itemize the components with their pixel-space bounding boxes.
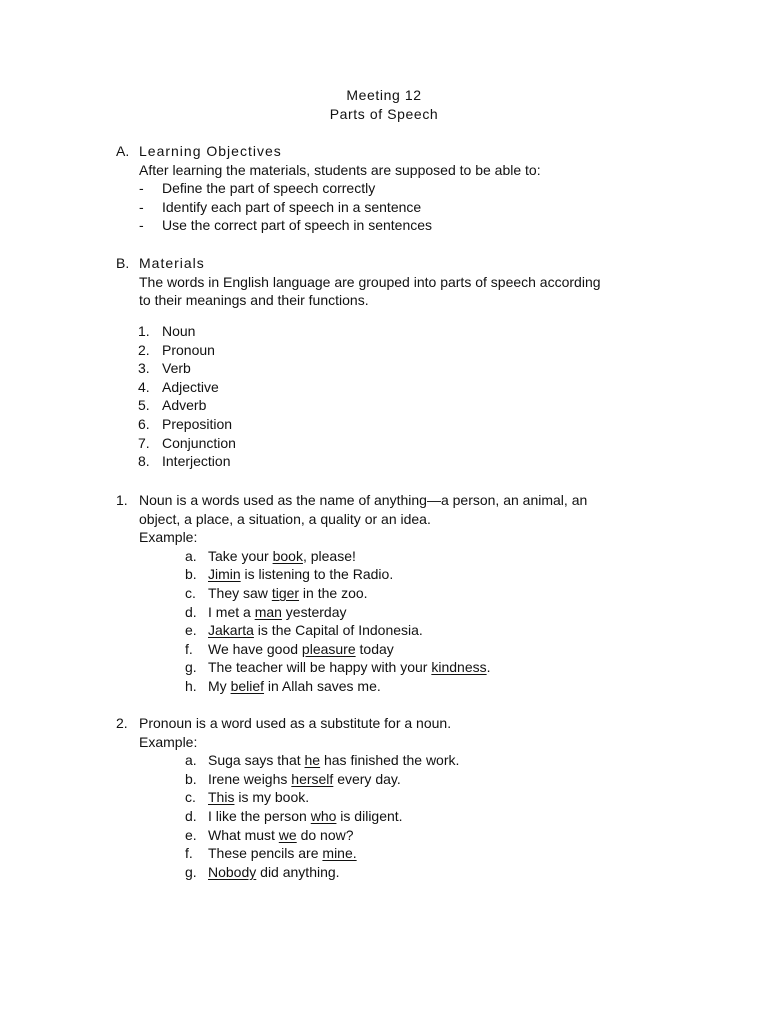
example-marker: g.	[185, 863, 197, 880]
example-sentence: Irene weighs herself every day.	[208, 770, 401, 787]
list-number: 5.	[138, 397, 150, 414]
list-text: Verb	[162, 360, 191, 377]
example-item	[116, 844, 696, 863]
underlined-word: book	[272, 547, 303, 564]
list-number: 6.	[138, 415, 150, 432]
example-marker: d.	[185, 807, 197, 824]
noun-definition-line1: Noun is a words used as the name of anything—a person, an animal, an	[139, 492, 588, 508]
list-number: 1.	[138, 323, 150, 339]
list-item	[116, 415, 696, 434]
example-item	[116, 603, 696, 622]
pronoun-example-label: Example:	[139, 733, 198, 750]
example-marker: h.	[185, 677, 197, 694]
bullet-dash: -	[139, 180, 144, 197]
underlined-word: we	[278, 826, 297, 843]
example-marker: f.	[185, 845, 193, 862]
objective-text: Use the correct part of speech in sentences	[162, 217, 433, 234]
example-sentence: Suga says that he has finished the work.	[208, 752, 460, 769]
list-item	[116, 378, 696, 397]
example-sentence: My belief in Allah saves me.	[208, 677, 381, 694]
list-number: 2.	[138, 341, 150, 358]
section-learning-objectives	[116, 142, 696, 235]
list-item	[116, 452, 696, 471]
list-number: 8.	[138, 453, 150, 470]
example-sentence: Jakarta is the Capital of Indonesia.	[208, 622, 423, 639]
section-b-intro-line1: The words in English language are grouped into parts of speech according	[139, 273, 601, 290]
example-marker: d.	[185, 603, 197, 620]
underlined-word: who	[310, 807, 337, 824]
list-item	[116, 322, 696, 341]
underlined-word: he	[304, 752, 321, 769]
example-marker: g.	[185, 659, 197, 676]
example-item	[116, 770, 696, 789]
bullet-dash: -	[139, 217, 144, 234]
list-text: Noun	[162, 323, 196, 339]
underlined-word: mine.	[322, 845, 357, 862]
noun-definition-line2: object, a place, a situation, a quality or an idea.	[139, 510, 431, 527]
example-marker: e.	[185, 622, 197, 639]
noun-example-label: Example:	[139, 529, 198, 546]
example-item	[116, 863, 696, 882]
meeting-number: Meeting 12	[346, 87, 422, 103]
underlined-word: Jakarta	[208, 622, 254, 639]
example-marker: a.	[185, 547, 197, 564]
list-number: 7.	[138, 434, 150, 451]
example-item	[116, 826, 696, 845]
example-sentence: Nobody did anything.	[208, 863, 340, 880]
underlined-word: belief	[230, 677, 265, 694]
list-item	[116, 359, 696, 378]
document-title-block	[0, 86, 768, 124]
list-item	[116, 341, 696, 360]
underlined-word: man	[254, 603, 282, 620]
example-sentence: Take your book, please!	[208, 547, 356, 564]
list-text: Adverb	[162, 397, 207, 414]
objective-item	[116, 179, 696, 198]
section-materials	[116, 254, 696, 310]
section-b-heading: Materials	[139, 255, 205, 271]
example-sentence: These pencils are mine.	[208, 845, 357, 862]
example-sentence: We have good pleasure today	[208, 640, 394, 657]
example-item	[116, 621, 696, 640]
example-item	[116, 788, 696, 807]
example-item	[116, 547, 696, 566]
underlined-word: Nobody	[208, 863, 257, 880]
objective-text: Define the part of speech correctly	[162, 180, 376, 197]
underlined-word: herself	[291, 770, 334, 787]
example-item	[116, 677, 696, 696]
section-a-intro: After learning the materials, students are supposed to be able to:	[139, 161, 541, 178]
example-sentence: They saw tiger in the zoo.	[208, 584, 368, 601]
section-b-intro-line2: to their meanings and their functions.	[139, 292, 369, 309]
noun-marker: 1.	[116, 492, 128, 508]
section-b-marker: B.	[116, 255, 130, 271]
noun-section	[116, 491, 696, 696]
list-text: Conjunction	[162, 434, 236, 451]
objective-text: Identify each part of speech in a sentence	[162, 198, 422, 215]
example-item	[116, 584, 696, 603]
example-sentence: I like the person who is diligent.	[208, 807, 403, 824]
pronoun-marker: 2.	[116, 715, 128, 731]
example-item	[116, 640, 696, 659]
list-text: Preposition	[162, 415, 233, 432]
example-marker: b.	[185, 566, 197, 583]
example-marker: c.	[185, 584, 196, 601]
example-sentence: I met a man yesterday	[208, 603, 347, 620]
example-sentence: The teacher will be happy with your kindness.	[208, 659, 491, 676]
list-text: Interjection	[162, 453, 231, 470]
example-marker: a.	[185, 752, 197, 769]
list-number: 4.	[138, 378, 150, 395]
example-sentence: What must we do now?	[208, 826, 354, 843]
underlined-word: tiger	[271, 584, 300, 601]
example-item	[116, 751, 696, 770]
objective-item	[116, 198, 696, 217]
example-marker: c.	[185, 789, 196, 806]
page-title: Parts of Speech	[329, 106, 439, 122]
section-a-marker: A.	[116, 143, 130, 159]
parts-of-speech-list	[116, 322, 696, 471]
example-marker: e.	[185, 826, 197, 843]
list-item	[116, 434, 696, 453]
list-item	[116, 396, 696, 415]
list-text: Pronoun	[162, 341, 215, 358]
bullet-dash: -	[139, 198, 144, 215]
list-text: Adjective	[162, 378, 219, 395]
example-marker: b.	[185, 770, 197, 787]
example-sentence: This is my book.	[208, 789, 310, 806]
section-a-heading: Learning Objectives	[139, 143, 282, 159]
underlined-word: Jimin	[208, 566, 241, 583]
underlined-word: This	[208, 789, 235, 806]
objective-item	[116, 216, 696, 235]
example-marker: f.	[185, 640, 193, 657]
example-item	[116, 565, 696, 584]
list-number: 3.	[138, 360, 150, 377]
underlined-word: kindness	[431, 659, 487, 676]
example-item	[116, 658, 696, 677]
example-sentence: Jimin is listening to the Radio.	[208, 566, 394, 583]
example-item	[116, 807, 696, 826]
pronoun-section	[116, 714, 696, 881]
pronoun-definition: Pronoun is a word used as a substitute for a noun.	[139, 715, 452, 731]
underlined-word: pleasure	[301, 640, 356, 657]
